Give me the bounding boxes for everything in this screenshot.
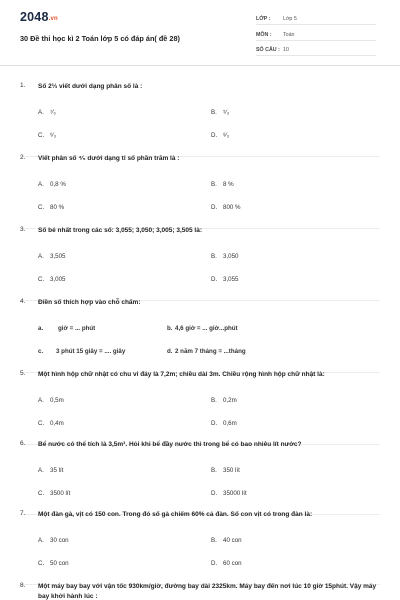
option-text: 30 con [50,537,69,544]
fill-item-d[interactable] [167,348,246,355]
option-text: 50 con [50,560,69,567]
option-b[interactable] [211,109,229,116]
option-d[interactable] [211,276,238,283]
option-a[interactable] [38,537,69,544]
meta-value: Lớp 5 [283,16,297,22]
option-letter: b. [167,325,173,332]
question-text: Một hình hộp chữ nhật có chu vi đáy là 7,2m; chiều dài 3m. Chiều rộng hình hộp chữ nhật là: [38,371,325,378]
question-1 [0,82,400,157]
option-d[interactable] [211,420,237,427]
document-title: 30 Đề thi học kì 2 Toán lớp 5 có đáp án( đề 28) [20,34,180,43]
meta-class [256,14,376,25]
option-b[interactable] [211,397,237,404]
option-letter: C. [38,560,45,567]
option-letter: C. [38,490,45,497]
option-letter: D. [211,276,218,283]
fill-item-c[interactable] [38,348,125,355]
option-text: 2 năm 7 tháng = ...tháng [175,348,246,355]
option-text: 3,005 [50,276,66,283]
meta-subject [256,30,376,41]
question-text: Một đàn gà, vịt có 150 con. Trong đó số gà chiếm 60% cả đàn. Số con vịt có trong đàn là: [38,511,313,518]
option-letter: D. [211,132,218,139]
question-number: 7. [20,510,26,517]
question-7 [0,510,400,585]
option-letter: B. [211,397,217,404]
option-text: 3,050 [223,253,239,260]
question-5 [0,370,400,445]
site-logo[interactable] [20,10,58,24]
meta-label: SỐ CÂU : [256,47,280,53]
option-text: 0,6m [223,420,237,427]
option-c[interactable] [38,420,64,427]
option-c[interactable] [38,204,64,211]
option-text: ⁷⁄₃ [50,109,56,116]
question-number: 8. [20,582,26,589]
question-6 [0,440,400,515]
option-text: 350 lít [223,467,240,474]
option-text: 3500 lít [50,490,71,497]
option-text: 40 con [223,537,242,544]
logo-suffix: .vn [48,16,58,22]
fill-item-a[interactable] [38,325,95,332]
question-3 [0,226,400,301]
option-text: 35 lít [50,467,64,474]
option-b[interactable] [211,181,234,188]
option-letter: A. [38,537,44,544]
option-letter: B. [211,109,217,116]
option-c[interactable] [38,560,69,567]
question-number: 1. [20,82,26,89]
option-letter: A. [38,253,44,260]
option-text: 800 % [223,204,241,211]
option-text: 35000 lít [223,490,247,497]
question-number: 4. [20,298,26,305]
meta-count [256,45,376,56]
option-a[interactable] [38,467,63,474]
option-d[interactable] [211,204,241,211]
question-2 [0,154,400,229]
option-a[interactable] [38,397,64,404]
option-d[interactable] [211,560,242,567]
question-number: 3. [20,226,26,233]
meta-value: Toán [283,32,295,38]
option-d[interactable] [211,490,247,497]
option-text: giờ = ... phút [58,325,96,332]
option-c[interactable] [38,276,65,283]
option-c[interactable] [38,490,70,497]
option-letter: B. [211,181,217,188]
option-c[interactable] [38,132,56,139]
option-letter: D. [211,560,218,567]
option-text: 0,8 % [50,181,66,188]
option-letter: a. [38,325,44,332]
option-a[interactable] [38,181,66,188]
page-header [0,0,400,66]
logo-main: 2048 [20,10,49,24]
question-number: 2. [20,154,26,161]
option-b[interactable] [211,253,238,260]
question-4 [0,298,400,373]
option-text: 3,055 [223,276,239,283]
option-b[interactable] [211,467,240,474]
option-text: 3,505 [50,253,66,260]
option-text: 0,2m [223,397,237,404]
option-d[interactable] [211,132,229,139]
option-text: 0,5m [50,397,64,404]
option-text: ⁸⁄₃ [223,132,230,139]
option-letter: B. [211,537,217,544]
option-text: 0,4m [50,420,64,427]
option-a[interactable] [38,253,65,260]
question-number: 5. [20,370,26,377]
option-letter: D. [211,204,218,211]
question-text: Số bé nhất trong các số: 3,055; 3,050; 3,005; 3,505 là: [38,227,203,234]
option-letter: A. [38,397,44,404]
meta-label: MÔN : [256,32,272,38]
option-text: 80 % [50,204,65,211]
fill-item-b[interactable] [167,325,238,332]
question-text: Bể nước có thể tích là 3,5m³. Hỏi khi bể đầy nước thì trong bể có bao nhiêu lít nước? [38,441,302,448]
meta-label: LỚP : [256,16,271,22]
option-letter: d. [167,348,173,355]
option-text: 8 % [223,181,234,188]
option-letter: D. [211,490,218,497]
option-letter: A. [38,109,44,116]
question-text: Một máy bay bay với vận tốc 930km/giờ, đường bay dài 2325km. Máy bay đến nơi lúc 10 giờ 15phút. Vậy máy bay khởi hành lúc : [38,583,377,600]
option-a[interactable] [38,109,56,116]
option-text: ⁶⁄₃ [50,132,57,139]
question-number: 6. [20,440,26,447]
option-text: 60 con [223,560,242,567]
option-letter: B. [211,467,217,474]
question-8 [0,582,400,600]
option-letter: A. [38,181,44,188]
option-text: ⁵⁄₃ [223,109,230,116]
option-letter: C. [38,204,45,211]
option-text: 3 phút 15 giây = .... giây [56,348,126,355]
option-text: 4,6 giờ = ... giờ...phút [175,325,238,332]
option-letter: C. [38,420,45,427]
option-letter: C. [38,132,45,139]
meta-value: 10 [283,47,289,53]
option-letter: A. [38,467,44,474]
option-letter: c. [38,348,44,355]
option-b[interactable] [211,537,242,544]
question-text: Điền số thích hợp vào chỗ chấm: [38,299,141,306]
question-text: Số 2⅓ viết dưới dạng phân số là : [38,83,143,90]
option-letter: B. [211,253,217,260]
option-letter: C. [38,276,45,283]
option-letter: D. [211,420,218,427]
question-text: Viết phân số ⁴⁄₅ dưới dạng tỉ số phần trăm là : [38,155,180,162]
